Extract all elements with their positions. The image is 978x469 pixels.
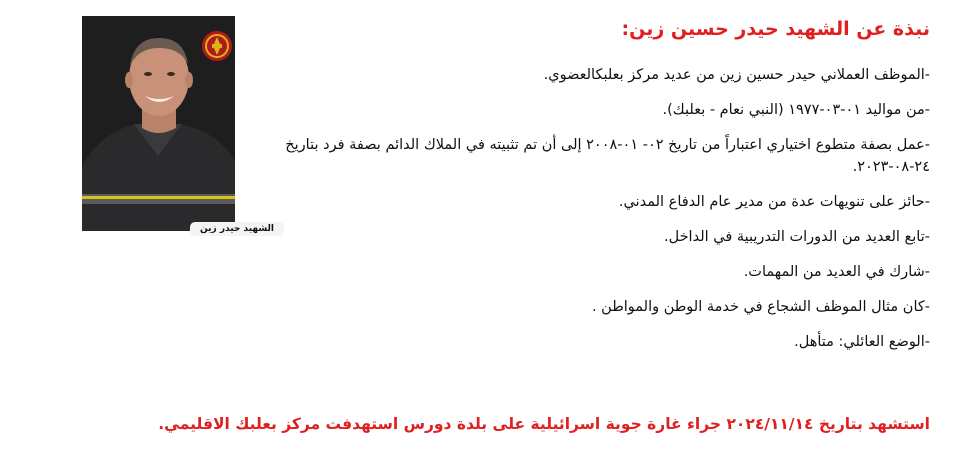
biography-article <box>270 16 930 366</box>
photo-caption: الشهيد حيدر زين <box>190 222 284 236</box>
bio-paragraph: -الوضع العائلي: متأهل. <box>794 334 930 350</box>
bio-paragraph: -كان مثال الموظف الشجاع في خدمة الوطن والمواطن . <box>591 299 930 315</box>
civil-defense-emblem-icon <box>202 31 232 61</box>
bio-paragraph: -عمل بصفة متطوع اختياري اعتباراً من تاريخ ٠٢- ٠١-٢٠٠٨ إلى أن تم تثبيته في الملاك الدائم بصفة فرد بتاريخ ٢٤-٠٨-٢٠٢٣. <box>285 137 930 175</box>
portrait-illustration <box>82 16 235 231</box>
martyrdom-statement: استشهد بتاريخ ٢٠٢٤/١١/١٤ جراء غارة جوية اسرائيلية على بلدة دورس استهدفت مركز بعلبك الاقليمي. <box>158 415 930 433</box>
bio-paragraph: -من مواليد ٠١-٠٣-١٩٧٧ (النبي نعام - بعلبك). <box>662 102 930 118</box>
biography-title: نبذة عن الشهيد حيدر حسين زين: <box>621 18 930 40</box>
bio-paragraph: -حائز على تنويهات عدة من مدير عام الدفاع المدني. <box>618 194 930 210</box>
bio-paragraph: -الموظف العملاني حيدر حسين زين من عديد مركز بعلبكالعضوي. <box>543 67 930 83</box>
bio-paragraph: -تابع العديد من الدورات التدريبية في الداخل. <box>664 229 930 245</box>
martyr-photo <box>82 16 274 234</box>
bio-paragraph: -شارك في العديد من المهمات. <box>743 264 930 280</box>
